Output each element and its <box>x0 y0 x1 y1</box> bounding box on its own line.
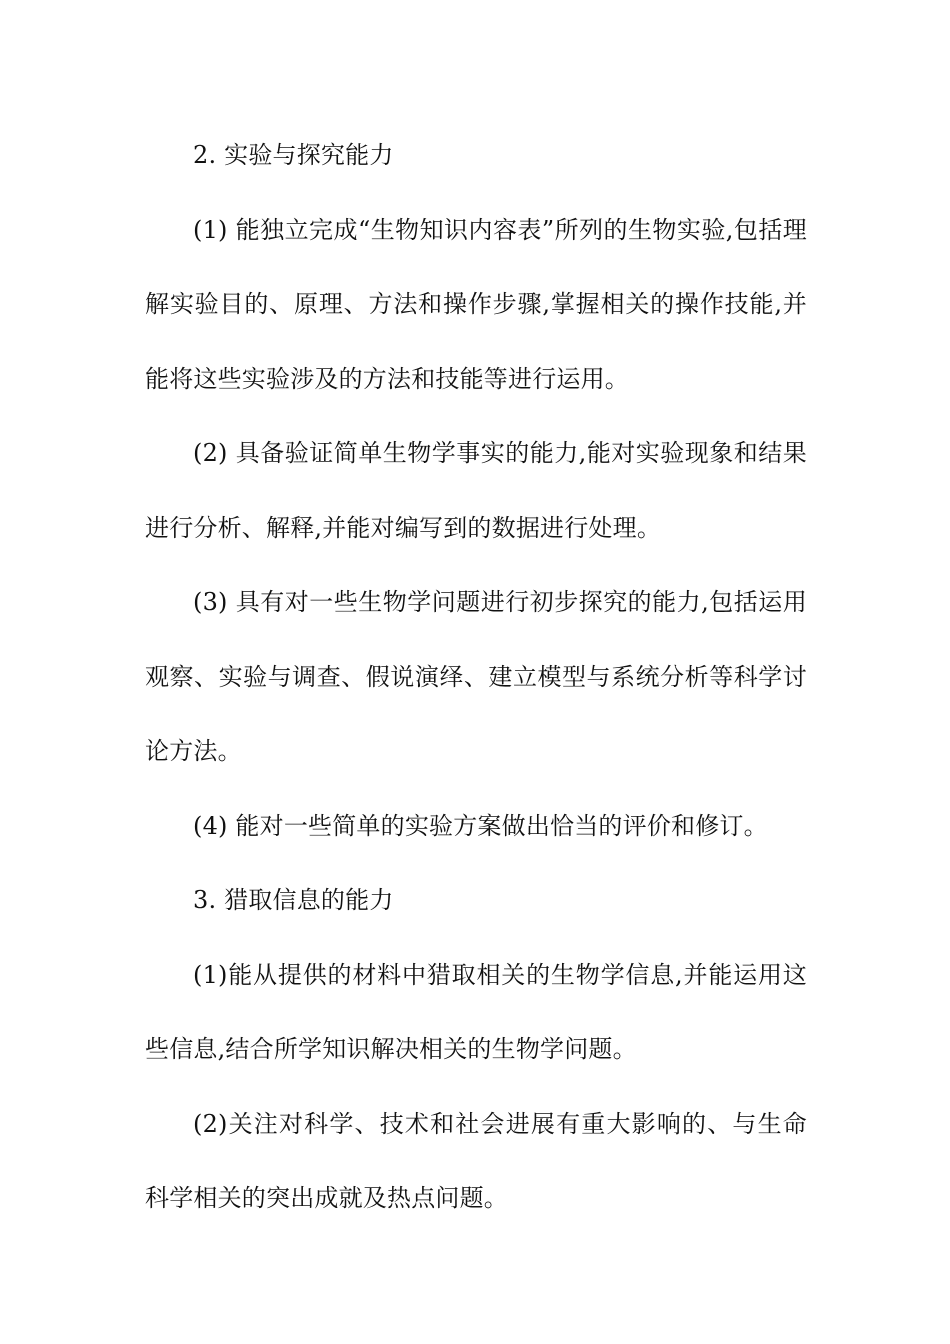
paragraph: (1) 能独立完成“生物知识内容表”所列的生物实验,包括理解实验目的、原理、方法和操作步骤,掌握相关的操作技能,并能将这些实验涉及的方法和技能等进行运用。 <box>145 215 807 393</box>
section-heading: 2. 实验与探究能力 <box>193 141 394 169</box>
paragraph: (2)关注对科学、技术和社会进展有重大影响的、与生命科学相关的突出成就及热点问题。 <box>145 1109 807 1212</box>
section-heading: 3. 猎取信息的能力 <box>193 886 394 914</box>
document-body <box>145 118 807 1236</box>
paragraph: (4) 能对一些简单的实验方案做出恰当的评价和修订。 <box>193 811 768 840</box>
paragraph: (3) 具有对一些生物学问题进行初步探究的能力,包括运用观察、实验与调查、假说演绎、建立模型与系统分析等科学讨论方法。 <box>145 588 807 765</box>
paragraph: (2) 具备验证简单生物学事实的能力,能对实验现象和结果进行分析、解释,并能对编写到的数据进行处理。 <box>145 439 807 542</box>
paragraph: (1)能从提供的材料中猎取相关的生物学信息,并能运用这些信息,结合所学知识解决相关的生物学问题。 <box>145 960 807 1063</box>
